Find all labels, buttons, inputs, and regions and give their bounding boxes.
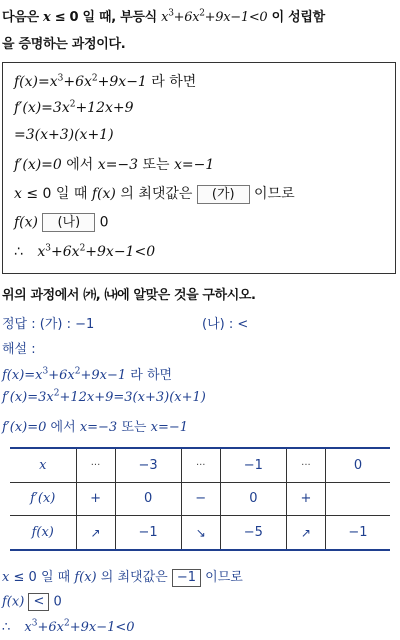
inequality-formula: $x^3+6x^2+9x-1<0$ — [161, 8, 268, 25]
proof-text: 또는 — [142, 157, 170, 173]
derivative-formula: $f'(x)=3x^2+12x+9$ — [14, 99, 134, 116]
table-cell: x — [10, 448, 76, 482]
critical-point-2: x=−1 — [150, 420, 188, 435]
f-of-x: f(x) — [2, 594, 25, 610]
sub-question: 위의 과정에서 ㈎, ㈏에 알맞은 것을 구하시오. — [2, 288, 256, 303]
proof-line-5 — [14, 183, 295, 204]
proof-line-4 — [14, 154, 214, 174]
table-cell: −1 — [115, 516, 181, 550]
solution-text: 이므로 — [205, 570, 243, 585]
question-intro: 다음은 — [2, 10, 39, 25]
table-row-x — [10, 448, 390, 482]
proof-text: 라 하면 — [151, 74, 197, 90]
zero: 0 — [53, 594, 62, 610]
condition-variable: x — [2, 570, 10, 585]
proof-text: 이므로 — [254, 186, 295, 202]
factored-derivative: =3(x+3)(x+1) — [14, 127, 114, 143]
proof-line-1 — [14, 71, 196, 91]
condition-number: 0 — [42, 186, 52, 202]
table-cell: −1 — [325, 516, 390, 550]
condition-variable: x — [14, 186, 22, 202]
solution-label: 해설 : — [2, 342, 36, 357]
blank-ga: (가) — [197, 185, 250, 204]
table-cell: 0 — [220, 482, 286, 515]
critical-point-1: x=−3 — [97, 157, 139, 173]
solution-line-2 — [2, 390, 206, 405]
table-cell: −1 — [220, 448, 286, 482]
condition-number: 0 — [69, 10, 79, 25]
table-cell: −3 — [115, 448, 181, 482]
answer-na-label: (나) : — [202, 317, 234, 332]
decrease-arrow-icon: ↘ — [181, 516, 220, 550]
table-cell: + — [286, 482, 325, 515]
table-cell: + — [76, 482, 115, 515]
solution-text: 의 최댓값은 — [100, 570, 168, 585]
table-cell: − — [181, 482, 220, 515]
table-row-fprime — [10, 482, 390, 515]
blank-na: (나) — [42, 213, 95, 232]
zero: 0 — [99, 214, 109, 231]
conclusion-inequality: $x^3+6x^2+9x-1<0$ — [37, 243, 156, 260]
table-cell: 0 — [115, 482, 181, 515]
table-cell: −5 — [220, 516, 286, 550]
proof-text: 일 때 — [55, 186, 88, 202]
solution-conclusion-3 — [2, 620, 135, 635]
critical-point-2: x=−1 — [174, 157, 215, 173]
question-line-1 — [2, 6, 325, 25]
derivative-zero: f′(x)=0 — [2, 420, 47, 435]
answer-label: 정답 : — [2, 317, 36, 332]
table-row-f — [10, 516, 390, 550]
inequality-box: < — [28, 593, 49, 611]
proof-line-3 — [14, 127, 114, 143]
solution-conclusion-1 — [2, 566, 243, 587]
condition-number: 0 — [28, 570, 37, 585]
conclusion-inequality: $x^3+6x^2+9x-1<0$ — [24, 618, 135, 635]
table-cell: ··· — [76, 448, 115, 482]
derivative-formula: $f'(x)=3x^2+12x+9=3(x+3)(x+1)$ — [2, 388, 206, 405]
solution-text: 또는 — [121, 420, 147, 435]
derivative-zero: f′(x)=0 — [14, 157, 62, 173]
answer-ga-label: (가) : — [39, 317, 71, 332]
max-value-box: −1 — [172, 569, 201, 587]
proof-box — [2, 62, 396, 274]
condition-variable: x — [43, 10, 51, 25]
answer-na-value: < — [237, 317, 249, 332]
table-cell: f(x) — [10, 516, 76, 550]
increase-arrow-icon: ↗ — [286, 516, 325, 550]
proof-text: 에서 — [66, 157, 94, 173]
f-definition: $f(x)=x^3+6x^2+9x-1$ — [14, 73, 147, 90]
therefore-symbol: ∴ — [2, 620, 11, 635]
f-of-x: f(x) — [74, 570, 97, 585]
answer-na — [202, 313, 248, 332]
solution-line-3 — [2, 416, 188, 435]
condition-operator: ≤ — [26, 186, 39, 202]
answer-ga-value: −1 — [75, 317, 95, 332]
question-post: 이 성립함 — [271, 10, 325, 25]
therefore-symbol: ∴ — [14, 244, 23, 260]
f-definition: $f(x)=x^3+6x^2+9x-1$ — [2, 366, 127, 383]
f-of-x: f(x) — [91, 186, 116, 202]
question-line-2: 을 증명하는 과정이다. — [2, 37, 126, 52]
solution-conclusion-2 — [2, 593, 62, 611]
f-of-x: f(x) — [14, 214, 39, 231]
solution-text: 라 하면 — [130, 368, 173, 383]
condition-operator: ≤ — [13, 570, 25, 585]
question-mid: 일 때, 부등식 — [82, 10, 157, 25]
proof-text: 의 최댓값은 — [120, 186, 193, 202]
proof-line-2 — [14, 100, 134, 116]
answer-line — [2, 313, 398, 332]
table-cell: ··· — [286, 448, 325, 482]
solution-text: 에서 — [50, 420, 76, 435]
solution-text: 일 때 — [40, 570, 71, 585]
variation-table — [10, 447, 390, 551]
critical-point-1: x=−3 — [79, 420, 118, 435]
table-cell: f′(x) — [10, 482, 76, 515]
proof-line-6 — [14, 213, 109, 232]
proof-line-7 — [14, 244, 155, 260]
table-cell: 0 — [325, 448, 390, 482]
condition-operator: ≤ — [54, 10, 66, 25]
solution-line-1 — [2, 364, 172, 383]
table-cell — [325, 482, 390, 515]
increase-arrow-icon: ↗ — [76, 516, 115, 550]
table-cell: ··· — [181, 448, 220, 482]
